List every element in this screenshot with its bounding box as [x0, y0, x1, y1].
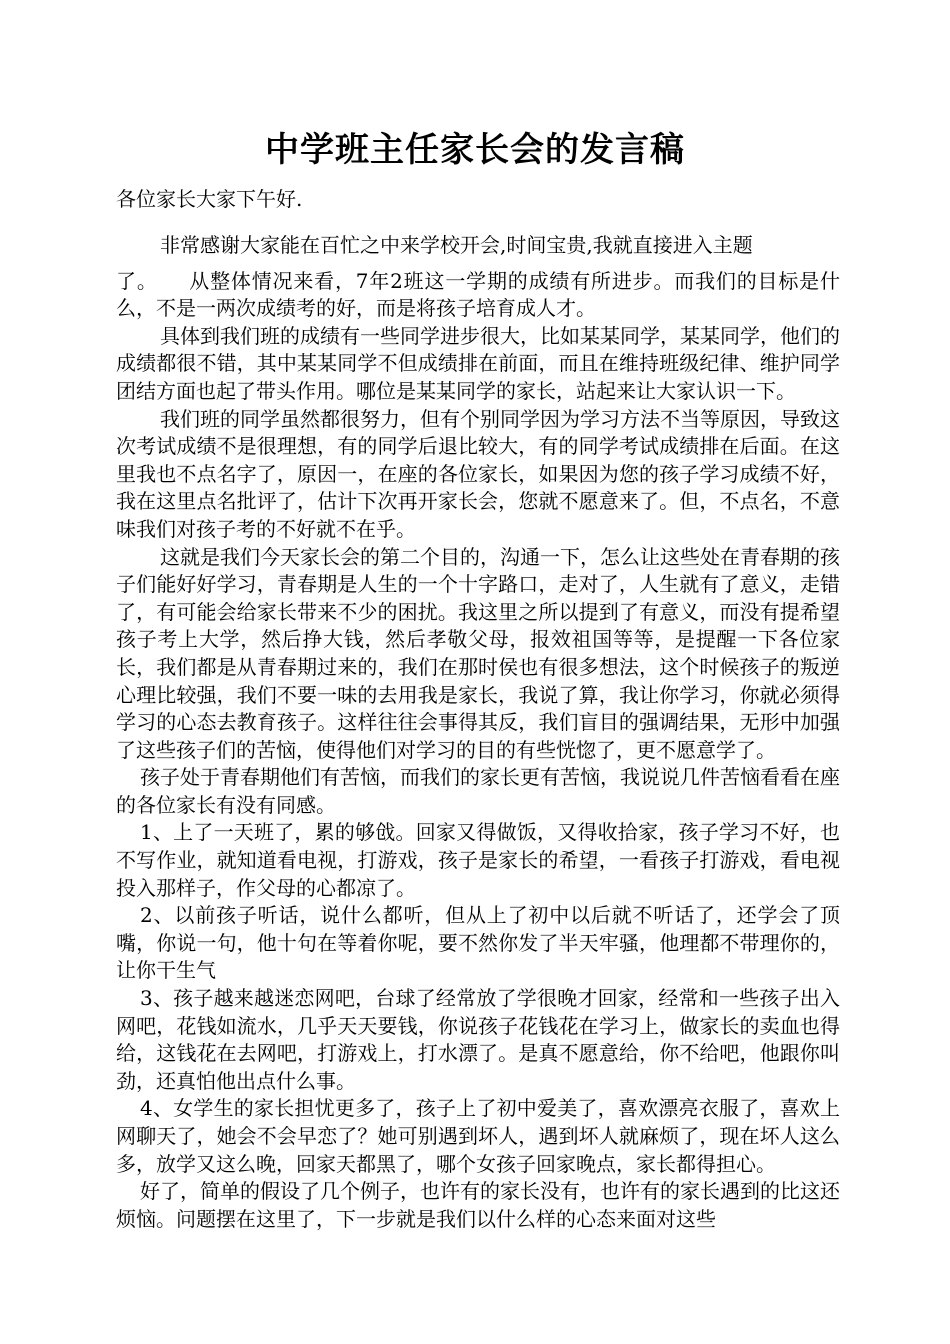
paragraph-second-purpose: 这就是我们今天家长会的第二个目的，沟通一下，怎么让这些处在青春期的孩子们能好好学习，青春期是人生的一个十字路口，走对了，人生就有了意义，走错了，有可能会给家长带来不少的困扰。我这里之所以提到了有意义，而没有提希望孩子考上大学，然后挣大钱，然后孝敬父母，报效祖国等等，是提醒一下各位家长，我们都是从青春期过来的，我们在那时侯也有很多想法，这个时候孩子的叛逆心理比较强，我们不要一味的去用我是家长，我说了算，我让你学习，你就必须得学习的心态去教育孩子。这样往往会事得其反，我们盲目的强调结果，无形中加强了这些孩子们的苦恼，使得他们对学习的目的有些恍惚了，更不愿意学了。	[116, 544, 840, 762]
list-item-worry-2: 2、以前孩子听话，说什么都听，但从上了初中以后就不听话了，还学会了顶嘴，你说一句，他十句在等着你呢，要不然你发了半天牢骚，他理都不带理你的，让你干生气	[116, 903, 840, 983]
paragraph-intro: 非常感谢大家能在百忙之中来学校开会,时间宝贵,我就直接进入主题	[160, 233, 753, 257]
paragraph-progress: 具体到我们班的成绩有一些同学进步很大，比如某某同学，某某同学，他们的成绩都很不错，其中某某同学不但成绩排在前面，而且在维持班级纪律、维护同学团结方面也起了带头作用。哪位是某某同学的家长，站起来让大家认识一下。	[116, 323, 840, 403]
list-item-worry-1: 1、上了一天班了，累的够戗。回家又得做饭，又得收拾家，孩子学习不好，也不写作业，就知道看电视，打游戏，孩子是家长的希望，一看孩子打游戏，看电视投入那样子，作父母的心都凉了。	[116, 820, 840, 900]
paragraph-problems: 我们班的同学虽然都很努力，但有个别同学因为学习方法不当等原因，导致这次考试成绩不是很理想，有的同学后退比较大，有的同学考试成绩排在后面。在这里我也不点名字了，原因一，在座的各位家长，如果因为您的孩子学习成绩不好，我在这里点名批评了，估计下次再开家长会，您就不愿意来了。但，不点名，不意味我们对孩子考的不好就不在乎。	[116, 406, 840, 541]
greeting-line: 各位家长大家下午好.	[116, 187, 303, 211]
paragraph-overview: 了。 从整体情况来看，7年2班这一学期的成绩有所进步。而我们的目标是什么，不是一两次成绩考的好，而是将孩子培育成人才。	[116, 268, 840, 321]
document-title: 中学班主任家长会的发言稿	[265, 130, 685, 170]
list-item-worry-4: 4、女学生的家长担忧更多了，孩子上了初中爱美了，喜欢漂亮衣服了，喜欢上网聊天了，她会不会早恋了？她可别遇到坏人，遇到坏人就麻烦了，现在坏人这么多，放学又这么晚，回家天都黑了，哪个女孩子回家晚点，家长都得担心。	[116, 1096, 840, 1176]
paragraph-worries-intro: 孩子处于青春期他们有苦恼，而我们的家长更有苦恼，我说说几件苦恼看看在座的各位家长有没有同感。	[116, 765, 840, 817]
document-body	[116, 232, 840, 1233]
list-item-worry-3: 3、孩子越来越迷恋网吧，台球了经常放了学很晚才回家，经常和一些孩子出入网吧，花钱如流水，几乎天天要钱，你说孩子花钱花在学习上，做家长的卖血也得给，这钱花在去网吧，打游戏上，打水漂了。是真不愿意给，你不给吧，他跟你叫劲，还真怕他出点什么事。	[116, 986, 840, 1093]
paragraph-conclusion: 好了，简单的假设了几个例子，也许有的家长没有，也许有的家长遇到的比这还烦恼。问题摆在这里了，下一步就是我们以什么样的心态来面对这些	[116, 1179, 840, 1231]
